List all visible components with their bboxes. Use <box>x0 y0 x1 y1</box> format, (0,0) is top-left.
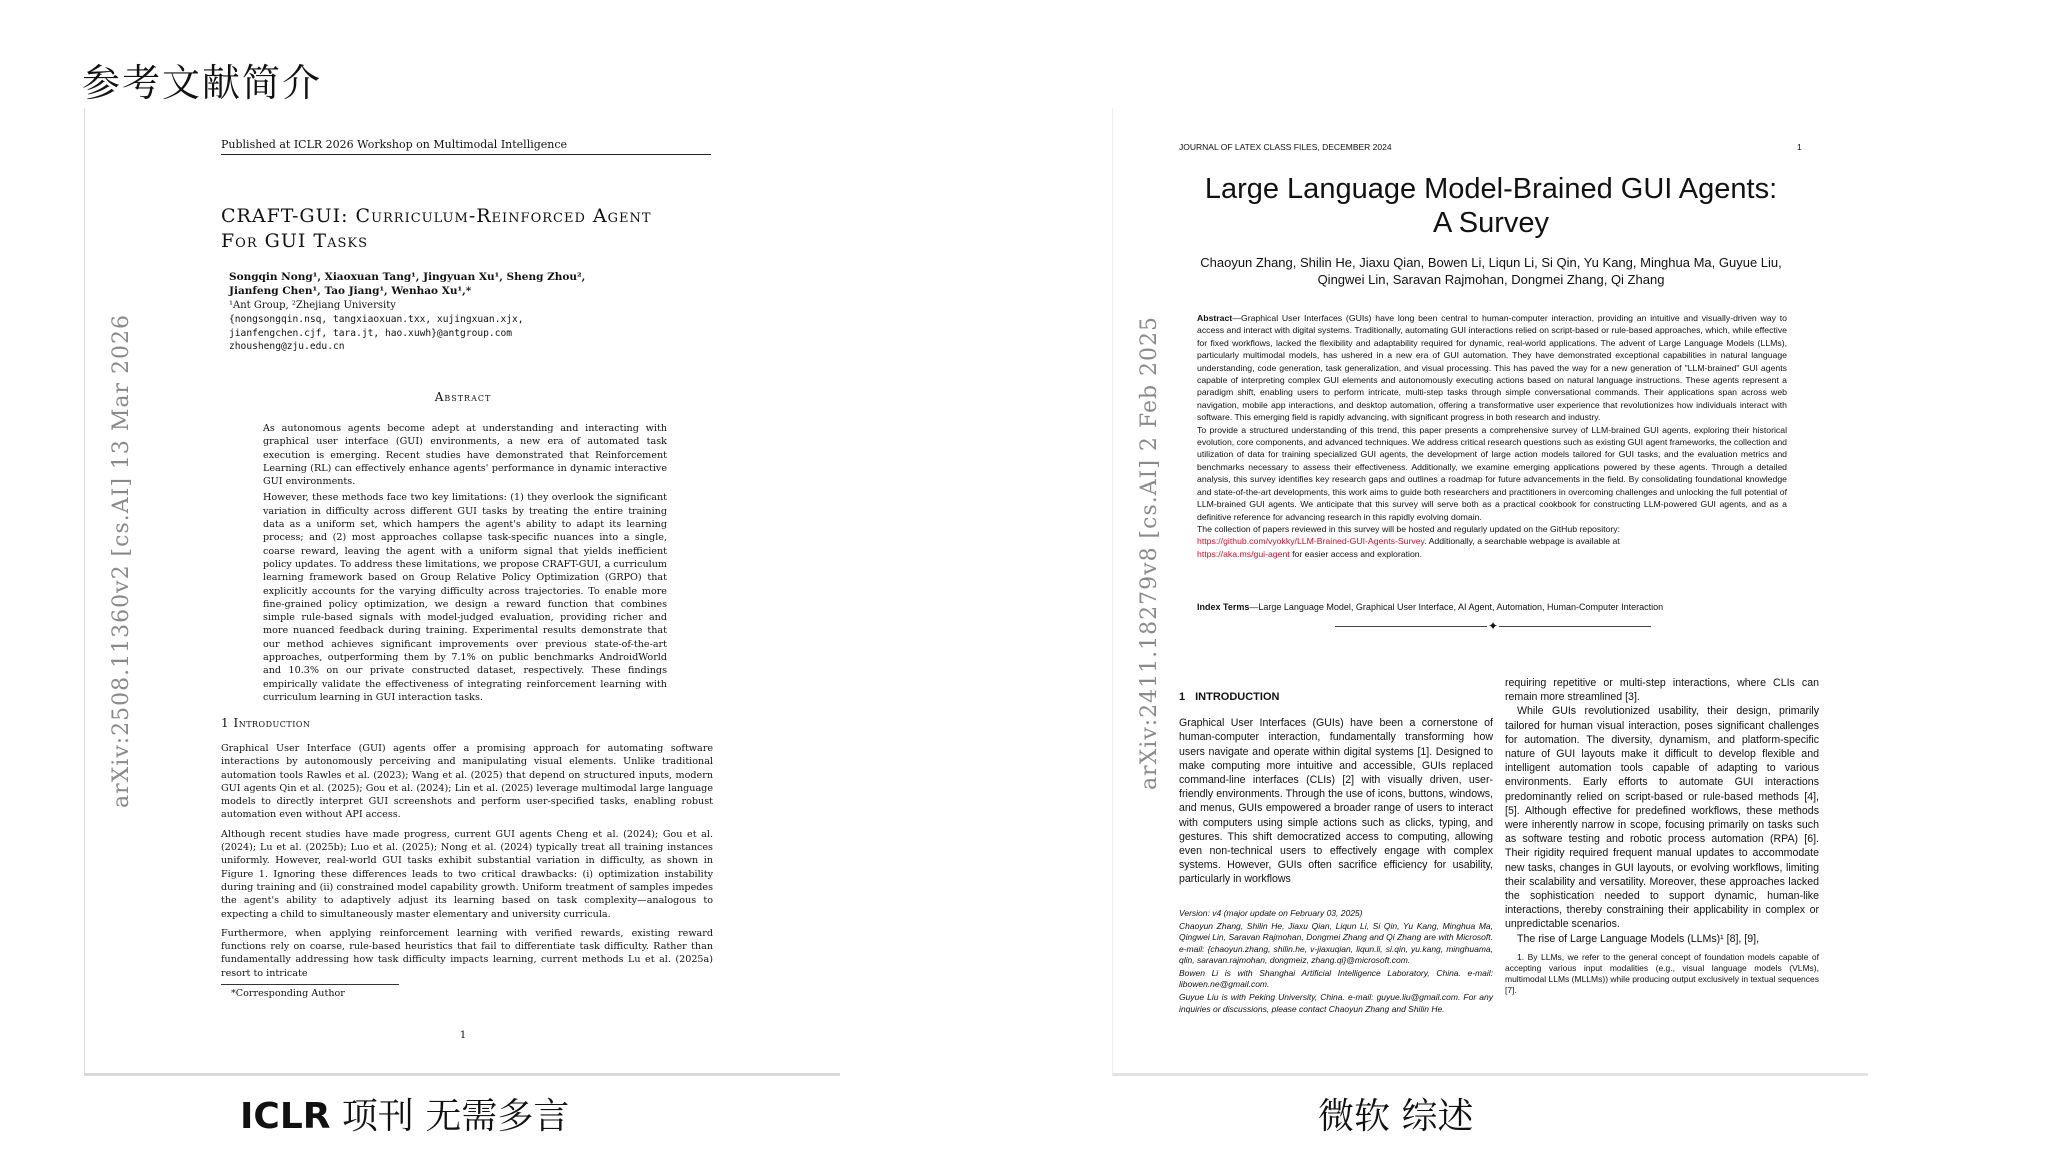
paper-title <box>221 204 713 254</box>
divider-line <box>1335 626 1487 627</box>
section-heading <box>1179 690 1493 704</box>
body-paragraph: Graphical User Interfaces (GUIs) have been a cornerstone of human-computer interaction, fundamentally transforming how users navigate and operate within digital systems [1]. Designed to make computing more intuitive and accessible, GUIs replaced command-line interfaces (CLIs) [2] with visually driven, user-friendly environments. Through the use of icons, buttons, windows, and menus, GUIs empowered a broader range of users to interact with computers using simple actions such as clicks, typing, and gestures. This shift democratized access to computing, allowing even non-technical users to effectively engage with complex systems. However, GUIs often sacrifice efficiency for usability, particularly in workflows <box>1179 717 1493 886</box>
arxiv-stamp: arXiv:2508.11360v2 [cs.AI] 13 Mar 2026 <box>109 313 134 808</box>
author-line: Jianfeng Chen¹, Tao Jiang¹, Wenhao Xu¹,* <box>229 285 472 297</box>
footnote: *Corresponding Author <box>231 988 345 999</box>
header-page-number: 1 <box>1797 142 1802 152</box>
author-line: Chaoyun Zhang, Shilin He, Jiaxu Qian, Bowen Li, Liqun Li, Si Qin, Yu Kang, Minghua Ma, Guyue Liu, <box>1200 255 1782 270</box>
abstract-paragraph: As autonomous agents become adept at understanding and interacting with graphical user interface (GUI) environments, a new era of automated task execution is emerging. Recent studies have demonstrated that Reinforcement Learning (RL) can effectively enhance agents' performance in dynamic interactive GUI environments. <box>263 423 667 488</box>
iclr-paper-page <box>84 108 840 1076</box>
divider-line <box>1499 626 1651 627</box>
page-number: 1 <box>459 1030 467 1041</box>
paper-title-line: CRAFT-GUI: Curriculum-Reinforced Agent <box>221 205 652 227</box>
section-heading: 1 Introduction <box>221 716 311 730</box>
paper-title-line: For GUI Tasks <box>221 230 368 252</box>
webpage-link[interactable]: https://aka.ms/gui-agent <box>1197 548 1290 559</box>
abstract-paragraph <box>1197 312 1787 424</box>
note-paragraph: Version: v4 (major update on February 03, 2025) <box>1179 908 1363 918</box>
caption-iclr <box>240 1088 569 1139</box>
caption-iclr-text: 项刊 无需多言 <box>330 1096 570 1137</box>
body-paragraph: The rise of Large Language Models (LLMs)¹ [8], [9], <box>1517 932 1760 945</box>
paper-emails: {nongsongqin.nsq, tangxiaoxuan.txx, xujingxuan.xjx, jianfengchen.cjf, tara.jt, hao.xuwh}@antgroup.com zhousheng@zju.edu.cn <box>229 314 524 352</box>
abstract-paragraph: However, these methods face two key limitations: (1) they overlook the significant variation in difficulty across different GUI tasks by treating the entire training data as a uniform set, which hampers the agent's ability to adapt its learning process; and (2) most approaches collapse task-specific nuances into a single, coarse reward, leaving the agent with a uniform signal that yields inefficient policy updates. To address these limitations, we propose CRAFT-GUI, a curriculum learning framework based on Group Relative Policy Optimization (GRPO) that explicitly accounts for the varying difficulty across trajectories. To enable more fine-grained policy optimization, we design a reward function that combines simple rule-based signals with model-judged evaluation, providing richer and more nuanced feedback during training. Experimental results demonstrate that our method achieves significant improvements over previous state-of-the-art approaches, outperforming them by 7.1% on public benchmarks AndroidWorld and 10.3% on our private constructed dataset, respectively. These findings empirically validate the effectiveness of integrating reinforcement learning with curriculum learning in GUI interaction tasks. <box>263 492 667 703</box>
intro-text <box>221 742 713 980</box>
abstract-label: Abstract <box>1197 313 1233 323</box>
paper-header: Published at ICLR 2026 Workshop on Multimodal Intelligence <box>221 138 711 155</box>
slide-title: 参考文献简介 <box>82 61 323 105</box>
abstract-text <box>1197 312 1787 560</box>
left-column <box>1179 690 1493 887</box>
abstract-heading: Abstract <box>434 390 492 404</box>
abstract-text <box>263 422 667 704</box>
paper-authors <box>229 270 709 298</box>
abstract-web-text: . Additionally, a searchable webpage is available at <box>1424 536 1620 547</box>
abstract-paragraph <box>1197 523 1787 560</box>
caption-survey: 微软 综述 <box>1318 1096 1474 1137</box>
journal-header: JOURNAL OF LATEX CLASS FILES, DECEMBER 2024 <box>1179 142 1392 152</box>
body-paragraph: Although recent studies have made progress, current GUI agents Cheng et al. (2024); Gou et al. (2024); Lu et al. (2025b); Luo et al. (2025); Nong et al. (2024) typically treat all training instances uniformly. However, real-world GUI tasks exhibit substantial variation in difficulty, as shown in Figure 1. Ignoring these differences leads to two critical drawbacks: (i) optimization instability during training and (ii) constrained model capability growth. Uniform treatment of samples impedes the agent's ability to adaptively adjust its learning based on task complexity—analogous to expecting a child to simultaneously master elementary and university curricula. <box>221 828 713 920</box>
github-link[interactable]: https://github.com/vyokky/LLM-Brained-GUI-Agents-Survey <box>1197 536 1425 547</box>
abstract-repo-text: The collection of papers reviewed in this survey will be hosted and regularly updated on the GitHub repository: <box>1197 523 1621 534</box>
right-column <box>1505 677 1819 996</box>
note-paragraph: Guyue Liu is with Peking University, China. e-mail: guyue.liu@gmail.com. For any inquiries or discussions, please contact Chaoyun Zhang and Shilin He. <box>1179 992 1493 1014</box>
author-line: Qingwei Lin, Saravan Rajmohan, Dongmei Zhang, Qi Zhang <box>1317 272 1665 287</box>
section-title: INTRODUCTION <box>1195 691 1280 703</box>
paper-title <box>1113 172 1868 240</box>
footnote-rule <box>221 984 399 985</box>
body-paragraph: Graphical User Interface (GUI) agents offer a promising approach for automating software interactions by autonomously perceiving and manipulating visual elements. Unlike traditional automation tools Rawles et al. (2023); Wang et al. (2025) that depend on structured inputs, modern GUI agents Qin et al. (2025); Gou et al. (2024); Lin et al. (2025) leverage multimodal large language models to directly interpret GUI screenshots and perform user-specified tasks, enabling robust automation even without API access. <box>221 743 713 821</box>
paper-authors <box>1173 254 1809 288</box>
index-terms-text: —Large Language Model, Graphical User Interface, AI Agent, Automation, Human-Computer Interaction <box>1249 602 1664 612</box>
index-terms <box>1197 602 1787 612</box>
body-paragraph: While GUIs revolutionized usability, their design, primarily tailored for human visual interaction, poses significant challenges for automation. The diversity, dynamism, and platform-specific nature of GUI layouts make it difficult to develop flexible and intelligent automation tools capable of adapting to various environments. Early efforts to automate GUI interactions predominantly relied on script-based or rule-based methods [4], [5]. Although effective for predefined workflows, these methods were inherently narrow in scope, focusing primarily on tasks such as software testing and robotic process automation (RPA) [6]. Their rigidity required frequent manual updates to accommodate new tasks, changes in GUI layouts, or evolving workflows, limiting their scalability and versatility. Moreover, these approaches lacked the sophistication needed to support dynamic, human-like interactions, thereby constraining their applicability in complex or unpredictable scenarios. <box>1505 705 1819 931</box>
paper-title-line: Large Language Model-Brained GUI Agents: <box>1204 173 1778 205</box>
index-terms-label: Index Terms <box>1197 602 1250 612</box>
footnote: 1. By LLMs, we refer to the general concept of foundation models capable of accepting various input modalities (e.g., visual language models (VLMs), multimodal LLMs (MLLMs)) while producing output exclusively in textual sequences [7]. <box>1505 951 1819 995</box>
caption-iclr-bold: ICLR <box>240 1096 331 1137</box>
author-notes <box>1179 908 1493 1015</box>
body-paragraph: requiring repetitive or multi-step interactions, where CLIs can remain more streamlined [3]. <box>1505 677 1819 704</box>
abstract-end-text: for easier access and exploration. <box>1289 548 1423 559</box>
arxiv-stamp: arXiv:2411.18279v8 [cs.AI] 2 Feb 2025 <box>1137 315 1162 790</box>
paper-title-line: A Survey <box>1432 207 1550 239</box>
divider-diamond-icon: ✦ <box>1487 619 1499 633</box>
paper-affiliation: ¹Ant Group, ²Zhejiang University <box>229 300 396 311</box>
note-paragraph: Chaoyun Zhang, Shilin He, Jiaxu Qian, Liqun Li, Si Qin, Yu Kang, Minghua Ma, Qingwei Lin, Saravan Rajmohan, Dongmei Zhang and Qi Zhang are with Microsoft. e-mail: {chaoyun.zhang, shilin.he, v-jiaxuqian, liqun.li, si.qin, yu.kang, minghuama, qlin, saravan.rajmohan, dongmeiz, zhang.qi}@microsoft.com. <box>1179 921 1493 965</box>
section-number: 1 <box>1179 691 1186 703</box>
abstract-paragraph: To provide a structured understanding of this trend, this paper presents a comprehensive survey of LLM-brained GUI agents, exploring their historical evolution, core components, and advanced techniques. We address critical research questions such as existing GUI agent frameworks, the collection and utilization of data for training specialized GUI agents, the development of large action models tailored for GUI tasks, and the evaluation metrics and benchmarks necessary to assess their effectiveness. Additionally, we examine emerging applications powered by these agents. Through a detailed analysis, this survey identifies key research gaps and outlines a roadmap for future advancements in the field. By consolidating foundational knowledge and state-of-the-art developments, this work aims to guide both researchers and practitioners in overcoming challenges and unlocking the full potential of LLM-brained GUI agents. We anticipate that this survey will serve both as a practical cookbook for constructing LLM-powered GUI agents, and as a definitive reference for advancing research in this rapidly evolving domain. <box>1197 424 1787 522</box>
abstract-body: —Graphical User Interfaces (GUIs) have long been central to human-computer interaction, providing an intuitive and visually-driven way to access and interact with digital systems. Traditionally, automating GUI interactions relied on script-based or rule-based approaches, which, while effective for fixed workflows, lacked the flexibility and adaptability required for dynamic, real-world applications. The advent of Large Language Models (LLMs), particularly multimodal models, has ushered in a new era of GUI automation. They have demonstrated exceptional capabilities in natural language understanding, code generation, task generalization, and visual processing. This has paved the way for a new generation of "LLM-brained" GUI agents capable of interpreting complex GUI elements and autonomously executing actions based on natural language instructions. These agents represent a paradigm shift, enabling users to perform intricate, multi-step tasks through simple conversational commands. Their applications span across web navigation, mobile app interactions, and desktop automation, offering a transformative user experience that revolutionizes how individuals interact with software. This emerging field is rapidly advancing, with significant progress in both research and industry. <box>1197 313 1787 423</box>
body-paragraph: Furthermore, when applying reinforcement learning with verified rewards, existing reward functions rely on coarse, rule-based heuristics that fail to differentiate task difficulty. Rather than fundamentally addressing how task difficulty impacts learning, current methods Lu et al. (2025a) resort to intricate <box>221 927 713 979</box>
author-line: Songqin Nong¹, Xiaoxuan Tang¹, Jingyuan Xu¹, Sheng Zhou², <box>229 271 586 283</box>
note-paragraph: Bowen Li is with Shanghai Artificial Intelligence Laboratory, China. e-mail: libowen.ne@gmail.com. <box>1179 968 1493 990</box>
survey-paper-page <box>1112 108 1868 1076</box>
